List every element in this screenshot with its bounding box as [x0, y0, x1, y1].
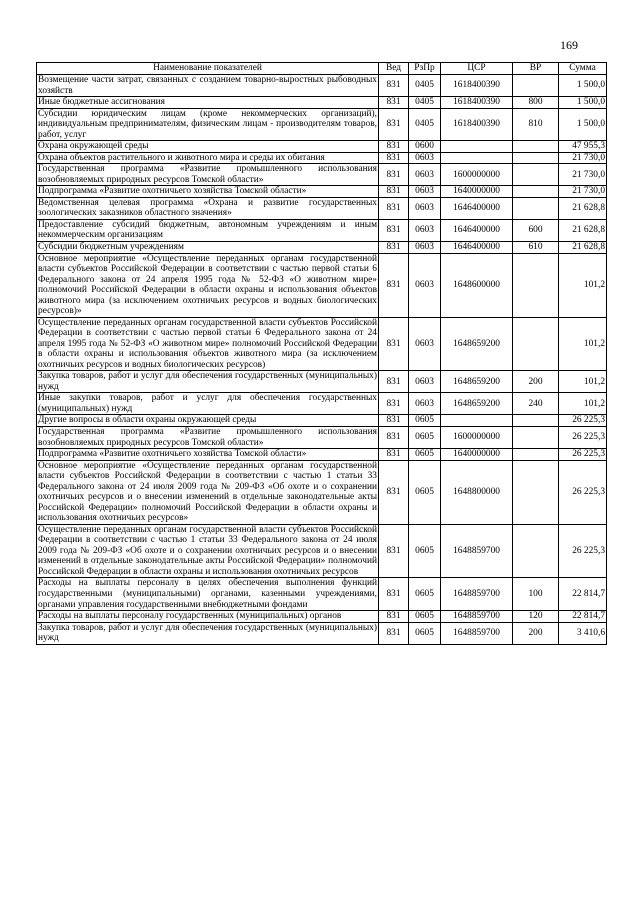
cell-sum: 101,2 — [559, 317, 607, 371]
cell-vr: 610 — [513, 241, 559, 253]
cell-rzpr: 0605 — [409, 449, 441, 461]
table-header-row — [37, 63, 607, 75]
cell-name: Иные закупки товаров, работ и услуг для обеспечения государственных (муниципальных) нужд — [38, 393, 377, 414]
cell-ved: 831 — [379, 460, 409, 524]
cell-name: Закупка товаров, работ и услуг для обеспечения государственных (муниципальных) нужд — [38, 622, 377, 644]
table-row — [37, 317, 607, 371]
cell-vr: 240 — [513, 393, 559, 415]
cell-csr: 1646400000 — [441, 219, 513, 241]
table-row — [37, 186, 607, 198]
table-row — [37, 427, 607, 449]
cell-vr — [513, 524, 559, 578]
cell-name: Осуществление переданных органам государственной власти субъектов Российской Федерации в соответствии с частью первой статьи 6 Федерального закона от 24 апреля 1995 года № 52-ФЗ «О животном мире» полномочий Российской Федерации в области охраны и использования объектов животного мира (за исключением охотничьих ресурсов и водных биологических ресурсов) — [38, 317, 377, 370]
cell-vr — [513, 164, 559, 186]
cell-sum: 26 225,3 — [559, 524, 607, 578]
cell-sum: 101,2 — [559, 393, 607, 415]
cell-rzpr: 0405 — [409, 108, 441, 141]
cell-ved: 831 — [379, 371, 409, 393]
cell-ved: 831 — [379, 108, 409, 141]
cell-name: Расходы на выплаты персоналу в целях обеспечения выполнения функций государственными (муниципальными) органами, казенными учреждениями, органами управления государственными внебюджетными фондами — [38, 578, 377, 610]
cell-sum: 21 628,8 — [559, 241, 607, 253]
cell-vr: 810 — [513, 108, 559, 141]
table-row — [37, 164, 607, 186]
cell-csr: 1648800000 — [441, 460, 513, 524]
table-row — [37, 241, 607, 253]
table-row — [37, 75, 607, 97]
cell-rzpr: 0603 — [409, 317, 441, 371]
cell-sum: 47 955,3 — [559, 141, 607, 153]
page-number: 169 — [560, 38, 578, 52]
budget-table — [36, 62, 607, 645]
cell-vr — [513, 152, 559, 164]
cell-name: Возмещение части затрат, связанных с созданием товарно-выростных рыбоводных хозяйств — [38, 75, 377, 96]
cell-ved: 831 — [379, 524, 409, 578]
cell-csr: 1648859700 — [441, 524, 513, 578]
cell-sum: 21 730,0 — [559, 152, 607, 164]
cell-ved: 831 — [379, 97, 409, 109]
cell-name: Государственная программа «Развитие промышленного использования возобновляемых природных ресурсов Томской области» — [38, 427, 377, 448]
cell-rzpr: 0600 — [409, 141, 441, 153]
cell-ved: 831 — [379, 186, 409, 198]
cell-csr: 1648659200 — [441, 371, 513, 393]
cell-csr: 1618400390 — [441, 75, 513, 97]
cell-csr: 1648600000 — [441, 253, 513, 317]
cell-ved: 831 — [379, 253, 409, 317]
table-row — [37, 611, 607, 623]
table-row — [37, 460, 607, 524]
cell-ved: 831 — [379, 141, 409, 153]
cell-sum: 1 500,0 — [559, 108, 607, 141]
cell-name: Расходы на выплаты персоналу государственных (муниципальных) органов — [37, 611, 379, 623]
cell-vr — [513, 186, 559, 198]
cell-csr: 1640000000 — [441, 186, 513, 198]
cell-ved: 831 — [379, 611, 409, 623]
cell-vr: 800 — [513, 97, 559, 109]
table-row — [37, 393, 607, 415]
cell-sum: 26 225,3 — [559, 427, 607, 449]
cell-rzpr: 0603 — [409, 186, 441, 198]
cell-csr: 1600000000 — [441, 427, 513, 449]
cell-vr — [513, 427, 559, 449]
cell-name: Основное мероприятие «Осуществление переданных органам государственной власти субъектов Российской Федерации в соответствии с частью 1 статьи 33 Федерального закона от 24 июля 2009 года № 209-ФЗ «Об охоте и о сохранении охотничьих ресурсов и о внесении изменений в отдельные законодательные акты Российской Федерации» полномочий Российской Федерации в области охраны и использования охотничьих ресурсов» — [38, 460, 377, 524]
cell-vr — [513, 449, 559, 461]
table-row — [37, 371, 607, 393]
cell-rzpr: 0605 — [409, 427, 441, 449]
cell-ved: 831 — [379, 241, 409, 253]
cell-rzpr: 0405 — [409, 75, 441, 97]
cell-csr: 1648659200 — [441, 393, 513, 415]
cell-ved: 831 — [379, 164, 409, 186]
cell-ved: 831 — [379, 317, 409, 371]
cell-rzpr: 0605 — [409, 611, 441, 623]
cell-csr: 1618400390 — [441, 97, 513, 109]
table-row — [37, 152, 607, 164]
cell-csr — [441, 415, 513, 427]
cell-rzpr: 0603 — [409, 219, 441, 241]
table-row — [37, 141, 607, 153]
cell-csr: 1648859700 — [441, 578, 513, 611]
cell-rzpr: 0603 — [409, 393, 441, 415]
cell-name: Охрана объектов растительного и животного мира и среды их обитания — [37, 152, 379, 164]
table-row — [37, 578, 607, 611]
cell-rzpr: 0605 — [409, 524, 441, 578]
cell-rzpr: 0603 — [409, 371, 441, 393]
cell-csr: 1600000000 — [441, 164, 513, 186]
cell-vr — [513, 253, 559, 317]
cell-sum: 21 730,0 — [559, 164, 607, 186]
cell-csr — [441, 141, 513, 153]
cell-ved: 831 — [379, 393, 409, 415]
cell-rzpr: 0605 — [409, 415, 441, 427]
cell-vr — [513, 460, 559, 524]
cell-rzpr: 0605 — [409, 622, 441, 644]
cell-csr: 1646400000 — [441, 241, 513, 253]
cell-name: Другие вопросы в области охраны окружающей среды — [37, 415, 379, 427]
cell-name: Осуществление переданных органам государственной власти субъектов Российской Федерации в соответствии с частью 1 статьи 33 Федерального закона от 24 июля 2009 года № 209-ФЗ «Об охоте и о сохранении охотничьих ресурсов и о внесении изменений в отдельные законодательные акты Российской Федерации» полномочий Российской Федерации в области охраны и использования охотничьих ресурсов — [38, 524, 377, 577]
cell-vr: 100 — [513, 578, 559, 611]
cell-name: Охрана окружающей среды — [37, 141, 379, 153]
cell-ved: 831 — [379, 427, 409, 449]
table-row — [37, 415, 607, 427]
table-row — [37, 108, 607, 141]
cell-ved: 831 — [379, 75, 409, 97]
table-row — [37, 622, 607, 644]
cell-ved: 831 — [379, 197, 409, 219]
cell-vr: 200 — [513, 371, 559, 393]
cell-sum: 22 814,7 — [559, 611, 607, 623]
cell-csr: 1618400390 — [441, 108, 513, 141]
cell-vr: 200 — [513, 622, 559, 644]
cell-name: Основное мероприятие «Осуществление переданных органам государственной власти субъектов Российской Федерации в соответствии с частью первой статьи 6 Федерального закона от 24 апреля 1995 года № 52-ФЗ «О животном мире» полномочий Российской Федерации в области охраны и использования объектов животного мира (за исключением охотничьих ресурсов и водных биологических ресурсов)» — [38, 253, 377, 317]
table-row — [37, 219, 607, 241]
cell-rzpr: 0605 — [409, 578, 441, 611]
cell-vr: 600 — [513, 219, 559, 241]
header-csr: ЦСР — [441, 63, 513, 75]
cell-rzpr: 0603 — [409, 241, 441, 253]
cell-rzpr: 0603 — [409, 197, 441, 219]
cell-sum: 1 500,0 — [559, 97, 607, 109]
cell-name: Субсидии юридическим лицам (кроме некоммерческих организаций), индивидуальным предпринимателям, физическим лицам - производителям товаров, работ, услуг — [38, 108, 377, 140]
cell-rzpr: 0603 — [409, 253, 441, 317]
cell-csr: 1646400000 — [441, 197, 513, 219]
cell-sum: 3 410,6 — [559, 622, 607, 644]
cell-name: Подпрограмма «Развитие охотничьего хозяйства Томской области» — [37, 186, 379, 198]
table-row — [37, 524, 607, 578]
cell-csr — [441, 152, 513, 164]
cell-ved: 831 — [379, 415, 409, 427]
cell-csr: 1640000000 — [441, 449, 513, 461]
cell-ved: 831 — [379, 578, 409, 611]
cell-sum: 22 814,7 — [559, 578, 607, 611]
cell-sum: 26 225,3 — [559, 449, 607, 461]
cell-sum: 21 730,0 — [559, 186, 607, 198]
cell-ved: 831 — [379, 152, 409, 164]
cell-vr — [513, 141, 559, 153]
cell-csr: 1648859700 — [441, 622, 513, 644]
table-body — [37, 75, 607, 645]
cell-ved: 831 — [379, 219, 409, 241]
cell-ved: 831 — [379, 449, 409, 461]
cell-vr: 120 — [513, 611, 559, 623]
cell-sum: 1 500,0 — [559, 75, 607, 97]
cell-csr: 1648659200 — [441, 317, 513, 371]
cell-name: Иные бюджетные ассигнования — [37, 97, 379, 109]
cell-name: Предоставление субсидий бюджетным, автономным учреждениям и иным некоммерческим организациям — [38, 219, 377, 241]
cell-rzpr: 0603 — [409, 152, 441, 164]
header-name: Наименование показателей — [37, 63, 379, 75]
cell-vr — [513, 317, 559, 371]
cell-vr — [513, 197, 559, 219]
cell-name: Закупка товаров, работ и услуг для обеспечения государственных (муниципальных) нужд — [38, 371, 377, 392]
cell-vr — [513, 75, 559, 97]
cell-sum: 26 225,3 — [559, 415, 607, 427]
header-sum: Сумма — [559, 63, 607, 75]
table-row — [37, 197, 607, 219]
cell-ved: 831 — [379, 622, 409, 644]
header-ved: Вед — [379, 63, 409, 75]
table-row — [37, 253, 607, 317]
cell-sum: 21 628,8 — [559, 219, 607, 241]
cell-name: Государственная программа «Развитие промышленного использования возобновляемых природных ресурсов Томской области» — [38, 164, 377, 185]
cell-sum: 101,2 — [559, 253, 607, 317]
table-row — [37, 449, 607, 461]
cell-name: Субсидии бюджетным учреждениям — [37, 241, 379, 253]
cell-vr — [513, 415, 559, 427]
cell-csr: 1648859700 — [441, 611, 513, 623]
cell-rzpr: 0603 — [409, 164, 441, 186]
cell-sum: 21 628,8 — [559, 197, 607, 219]
cell-sum: 101,2 — [559, 371, 607, 393]
cell-rzpr: 0605 — [409, 460, 441, 524]
cell-name: Ведомственная целевая программа «Охрана и развитие государственных зоологических заказников областного значения» — [38, 197, 377, 219]
cell-name: Подпрограмма «Развитие охотничьего хозяйства Томской области» — [37, 449, 379, 461]
cell-sum: 26 225,3 — [559, 460, 607, 524]
header-rzpr: РзПр — [409, 63, 441, 75]
cell-rzpr: 0405 — [409, 97, 441, 109]
table-row — [37, 97, 607, 109]
header-vr: ВР — [513, 63, 559, 75]
